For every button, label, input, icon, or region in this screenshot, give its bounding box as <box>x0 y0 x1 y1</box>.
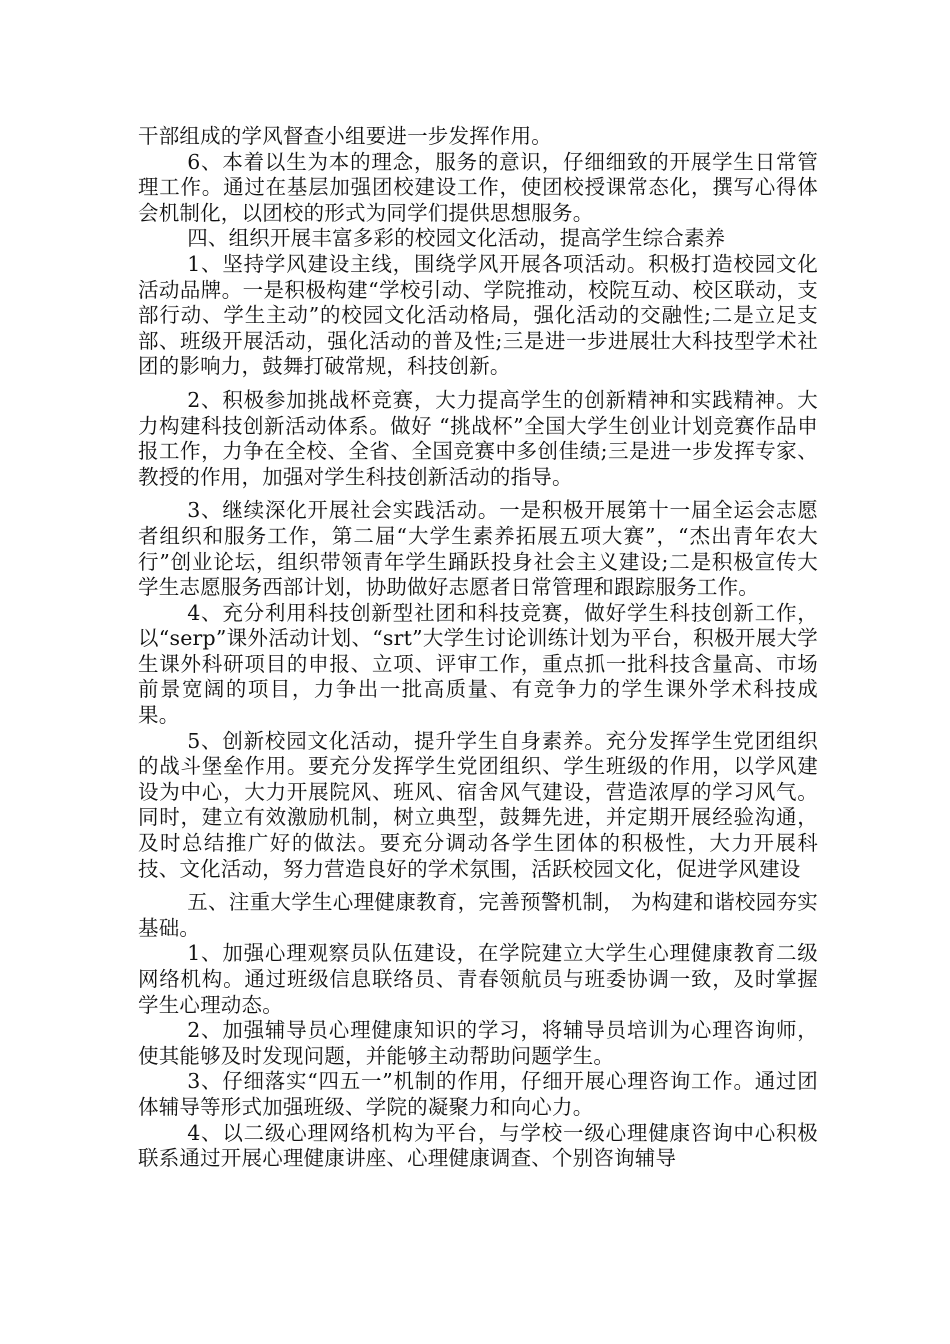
document-page <box>138 124 818 1172</box>
paragraph-10: 2、加强辅导员心理健康知识的学习，将辅导员培训为心理咨询师，使其能够及时发现问题，并能够主动帮助问题学生。 <box>138 1018 818 1068</box>
paragraph-12: 4、以二级心理网络机构为平台，与学校一级心理健康咨询中心积极联系通过开展心理健康讲座、心理健康调查、个别咨询辅导 <box>138 1120 818 1171</box>
paragraph-4: 2、积极参加挑战杯竞赛，大力提高学生的创新精神和实践精神。大力构建科技创新活动体系。做好 “挑战杯”全国大学生创业计划竞赛作品申报工作，力争在全校、全省、全国竞赛中多创佳绩;三是进一步发挥专家、教授的作用，加强对学生科技创新活动的指导。 <box>138 387 818 489</box>
section-heading-4: 四、组织开展丰富多彩的校园文化活动，提高学生综合素养 <box>187 226 726 251</box>
paragraph-9: 1、加强心理观察员队伍建设，在学院建立大学生心理健康教育二级网络机构。通过班级信息联络员、青春领航员与班委协调一致，及时掌握学生心理动态。 <box>138 941 818 1017</box>
paragraph-0: 干部组成的学风督查小组要进一步发挥作用。 <box>138 124 552 148</box>
paragraph-11: 3、仔细落实“四五一”机制的作用，仔细开展心理咨询工作。通过团体辅导等形式加强班级、学院的凝聚力和向心力。 <box>138 1069 818 1119</box>
paragraph-5: 3、继续深化开展社会实践活动。一是积极开展第十一届全运会志愿者组织和服务工作，第二届“大学生素养拓展五项大赛”，“杰出青年农大行”创业论坛，组织带领青年学生踊跃投身社会主义建设;二是积极宣传大学生志愿服务西部计划，协助做好志愿者日常管理和跟踪服务工作。 <box>138 498 818 600</box>
section-heading-5: 五、注重大学生心理健康教育，完善预警机制， 为构建和谐校园夯实基础。 <box>138 890 818 940</box>
paragraph-1: 6、本着以生为本的理念，服务的意识，仔细细致的开展学生日常管理工作。通过在基层加强团校建设工作，使团校授课常态化，撰写心得体会机制化，以团校的形式为同学们提供思想服务。 <box>138 149 818 225</box>
paragraph-7: 5、创新校园文化活动，提升学生自身素养。充分发挥学生党团组织的战斗堡垒作用。要充分发挥学生党团组织、学生班级的作用，以学风建设为中心，大力开展院风、班风、宿舍风气建设，营造浓厚的学习风气。同时，建立有效激励机制，树立典型，鼓舞先进，并定期开展经验沟通，及时总结推广好的做法。要充分调动各学生团体的积极性，大力开展科技、文化活动，努力营造良好的学术氛围，活跃校园文化，促进学风建设 <box>138 728 818 881</box>
paragraph-3: 1、坚持学风建设主线，围绕学风开展各项活动。积极打造校园文化活动品牌。一是积极构建“学校引动、学院推动，校院互动、校区联动，支部行动、学生主动”的校园文化活动格局，强化活动的交融性;二是立足支部、班级开展活动，强化活动的普及性;三是进一步进展壮大科技型学术社团的影响力，鼓舞打破常规，科技创新。 <box>138 251 818 379</box>
paragraph-6: 4、充分利用科技创新型社团和科技竞赛，做好学生科技创新工作，以“serp”课外活动计划、“srt”大学生讨论训练计划为平台，积极开展大学生课外科研项目的申报、立项、评审工作，重点抓一批科技含量高、市场前景宽阔的项目，力争出一批高质量、有竞争力的学生课外学术科技成果。 <box>138 600 818 728</box>
